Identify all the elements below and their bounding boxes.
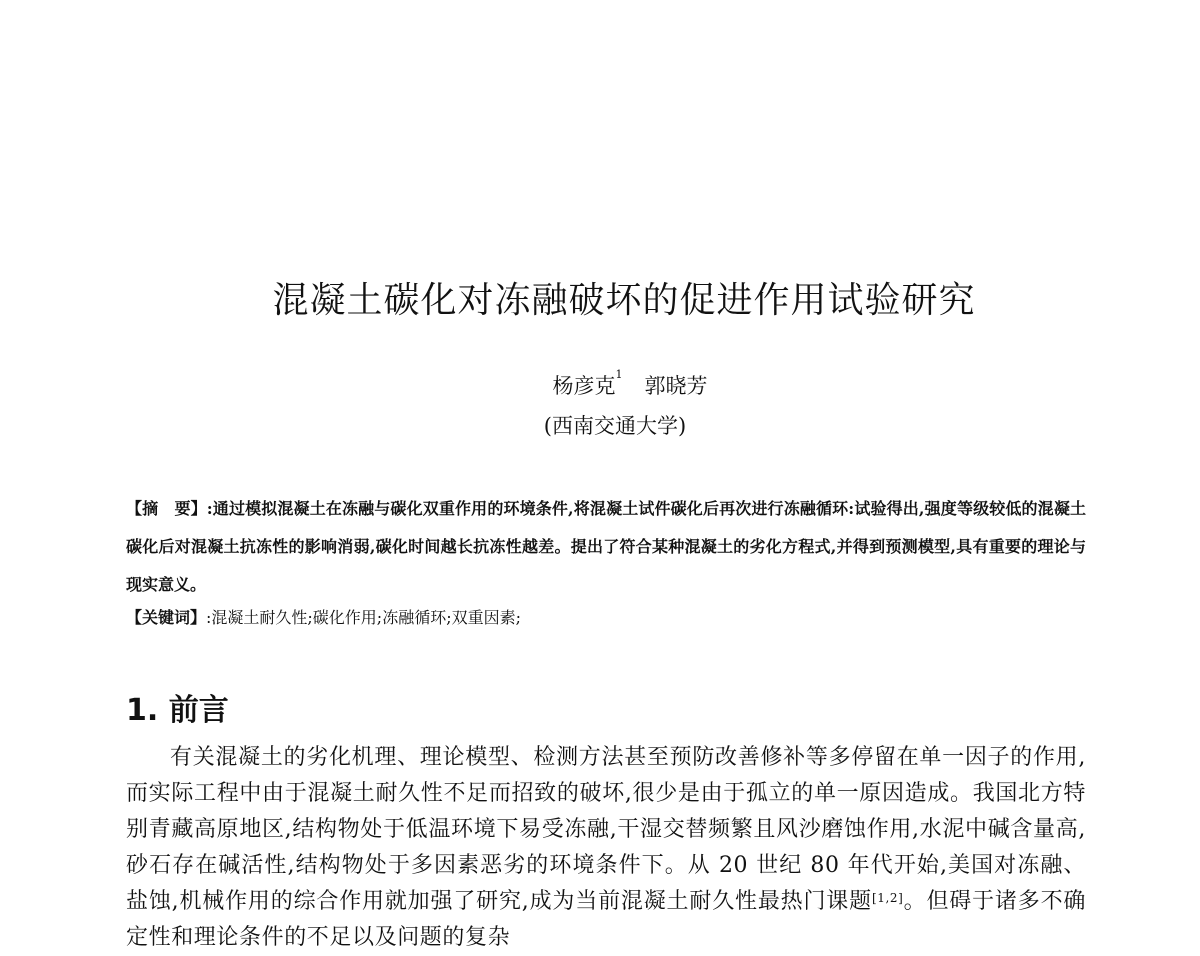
- author-name: 杨彦克: [552, 374, 616, 398]
- author-affiliation-mark: 1: [615, 368, 623, 381]
- abstract: [126, 490, 1086, 604]
- abstract-text: :通过模拟混凝土在冻融与碳化双重作用的环境条件,将混凝土试件碳化后再次进行冻融循环:试验得出,强度等级较低的混凝土碳化后对混凝土抗冻性的影响消弱,碳化时间越长抗冻性越差。提出了符合某种混凝土的劣化方程式,并得到预测模型,具有重要的理论与现实意义。: [126, 499, 1086, 594]
- paper-title: 混凝土碳化对冻融破坏的促进作用试验研究: [272, 280, 976, 321]
- author-name: 郭晓芳: [644, 374, 708, 398]
- paragraph-text: 。但碍于诸多不确定性和理论条件的不足以及问题的复杂: [126, 889, 1086, 950]
- affiliation: (西南交通大学): [543, 414, 687, 438]
- abstract-label: 【摘 要】: [126, 499, 207, 518]
- keywords-label: 【关键词】: [126, 608, 207, 627]
- keywords-text: :混凝土耐久性;碳化作用;冻融循环;双重因素;: [206, 608, 521, 627]
- section-heading: 1. 前言: [126, 693, 229, 728]
- paragraph-text: 有关混凝土的劣化机理、理论模型、检测方法甚至预防改善修补等多停留在单一因子的作用,而实际工程中由于混凝土耐久性不足而招致的破坏,很少是由于孤立的单一原因造成。我国北方特别青藏高原地区,结构物处于低温环境下易受冻融,干湿交替频繁且风沙磨蚀作用,水泥中碱含量高,砂石存在碱活性,结构物处于多因素恶劣的环境条件下。从 20 世纪 80 年代开始,美国对冻融、盐蚀,机械作用的综合作用就加强了研究,成为当前混凝土耐久性最热门课题: [126, 745, 1086, 914]
- author-line: [0, 370, 1200, 400]
- citation: [1,2]: [871, 891, 904, 905]
- keywords: [126, 603, 1086, 633]
- body-paragraph: [126, 740, 1086, 956]
